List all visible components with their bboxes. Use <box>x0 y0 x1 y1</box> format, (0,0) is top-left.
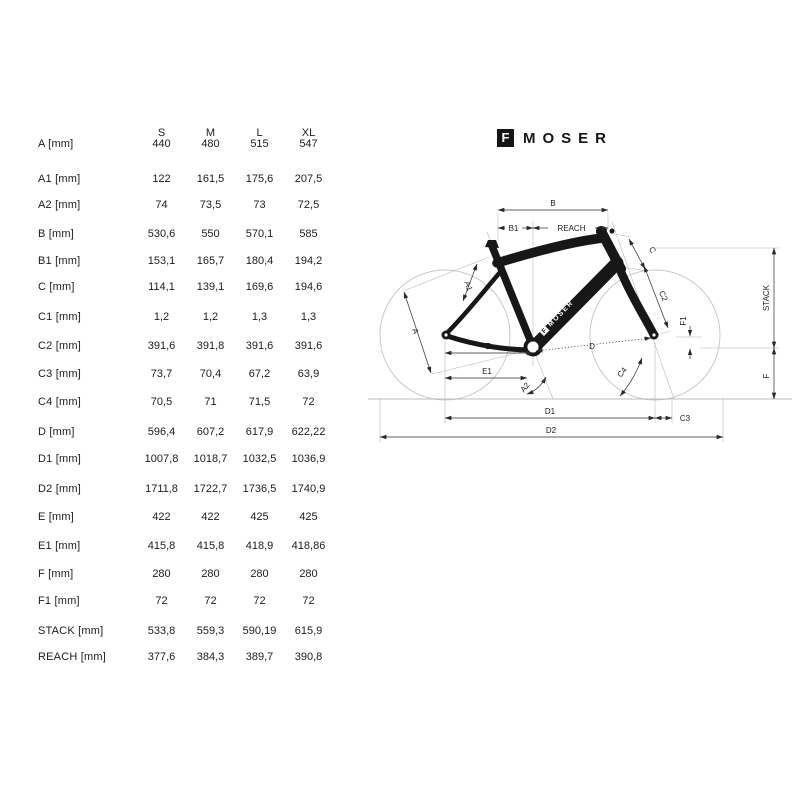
label-D2: D2 <box>545 426 557 435</box>
value-cell: 559,3 <box>196 625 225 637</box>
row-label: STACK [mm] <box>38 625 104 637</box>
value-cell: 530,6 <box>147 228 176 240</box>
bike-frame-illustration <box>442 227 659 357</box>
value-cell: 73,7 <box>150 368 173 380</box>
value-cell: 533,8 <box>147 625 176 637</box>
label-B: B <box>550 199 556 208</box>
value-cell: 389,7 <box>245 651 274 663</box>
label-F1: F1 <box>679 316 688 326</box>
row-label: D2 [mm] <box>38 483 81 495</box>
row-label: C2 [mm] <box>38 340 81 352</box>
value-cell: 161,5 <box>196 173 225 185</box>
value-cell: 390,8 <box>294 651 323 663</box>
label-C2: C2 <box>657 289 670 303</box>
value-cell: 175,6 <box>245 173 274 185</box>
value-cell: 1722,7 <box>193 483 228 495</box>
value-cell: 114,1 <box>148 281 175 293</box>
value-cell: 280 <box>299 568 318 580</box>
value-cell: 194,2 <box>294 255 323 267</box>
frame-decal-name: MOSER <box>546 299 576 329</box>
value-cell: 1736,5 <box>242 483 277 495</box>
value-cell: 622,22 <box>291 426 326 438</box>
value-cell: 67,2 <box>248 368 271 380</box>
value-cell: 480 <box>201 138 220 150</box>
row-label: E1 [mm] <box>38 540 81 552</box>
value-cell: 422 <box>201 511 220 523</box>
label-A1: A1 <box>462 280 475 293</box>
value-cell: 596,4 <box>147 426 176 438</box>
value-cell: 418,9 <box>245 540 274 552</box>
label-C: C <box>646 245 658 255</box>
row-label: B1 [mm] <box>38 255 81 267</box>
value-cell: 1018,7 <box>193 453 228 465</box>
value-cell: 72,5 <box>297 199 320 211</box>
value-cell: 1007,8 <box>144 453 179 465</box>
value-cell: 1036,9 <box>291 453 326 465</box>
value-cell: 1,3 <box>251 311 268 323</box>
size-column-header: M <box>205 127 216 139</box>
size-column-header: S <box>157 127 166 139</box>
value-cell: 71,5 <box>248 396 271 408</box>
value-cell: 391,6 <box>294 340 323 352</box>
label-E1: E1 <box>482 367 492 376</box>
row-label: E [mm] <box>38 511 75 523</box>
value-cell: 615,9 <box>294 625 323 637</box>
value-cell: 165,7 <box>196 255 225 267</box>
value-cell: 617,9 <box>245 426 274 438</box>
brand-logo-name: MOSER <box>523 130 614 147</box>
label-C4: C4 <box>615 365 629 380</box>
value-cell: 72 <box>253 595 266 607</box>
value-cell: 194,6 <box>294 281 323 293</box>
value-cell: 418,86 <box>291 540 326 552</box>
value-cell: 169,6 <box>245 281 274 293</box>
row-label: A1 [mm] <box>38 173 81 185</box>
value-cell: 377,6 <box>147 651 176 663</box>
value-cell: 72 <box>302 396 315 408</box>
value-cell: 280 <box>152 568 171 580</box>
value-cell: 180,4 <box>245 255 274 267</box>
value-cell: 422 <box>152 511 171 523</box>
value-cell: 1,3 <box>300 311 317 323</box>
value-cell: 547 <box>299 138 318 150</box>
row-label: B [mm] <box>38 228 75 240</box>
value-cell: 384,3 <box>196 651 225 663</box>
value-cell: 207,5 <box>294 173 323 185</box>
value-cell: 139,1 <box>196 281 225 293</box>
value-cell: 570,1 <box>245 228 274 240</box>
value-cell: 280 <box>201 568 220 580</box>
label-F: F <box>762 373 771 379</box>
value-cell: 72 <box>204 595 217 607</box>
label-REACH: REACH <box>557 224 586 233</box>
row-label: F [mm] <box>38 568 74 580</box>
value-cell: 122 <box>152 173 171 185</box>
value-cell: 1,2 <box>153 311 170 323</box>
label-C3: C3 <box>679 414 691 423</box>
row-label: C [mm] <box>38 281 75 293</box>
value-cell: 73 <box>253 199 266 211</box>
value-cell: 391,6 <box>245 340 274 352</box>
value-cell: 607,2 <box>196 426 225 438</box>
value-cell: 425 <box>250 511 269 523</box>
row-label: F1 [mm] <box>38 595 80 607</box>
value-cell: 73,5 <box>199 199 222 211</box>
label-D1: D1 <box>544 407 556 416</box>
brand-logo-square-icon: F <box>497 129 514 147</box>
label-A2: A2 <box>518 380 532 395</box>
value-cell: 590,19 <box>242 625 277 637</box>
size-column-header: XL <box>301 127 316 139</box>
row-label: D1 [mm] <box>38 453 81 465</box>
value-cell: 72 <box>302 595 315 607</box>
label-B1: B1 <box>508 224 519 233</box>
value-cell: 280 <box>250 568 269 580</box>
value-cell: 70,5 <box>150 396 173 408</box>
value-cell: 391,8 <box>196 340 225 352</box>
value-cell: 72 <box>155 595 168 607</box>
value-cell: 153,1 <box>147 255 176 267</box>
value-cell: 1,2 <box>202 311 219 323</box>
value-cell: 63,9 <box>297 368 320 380</box>
row-label: C3 [mm] <box>38 368 81 380</box>
value-cell: 1032,5 <box>242 453 277 465</box>
value-cell: 71 <box>204 396 217 408</box>
value-cell: 550 <box>201 228 220 240</box>
row-label: REACH [mm] <box>38 651 106 663</box>
value-cell: 415,8 <box>147 540 176 552</box>
label-STACK: STACK <box>762 284 771 312</box>
value-cell: 74 <box>155 199 168 211</box>
value-cell: 391,6 <box>147 340 176 352</box>
value-cell: 1740,9 <box>291 483 326 495</box>
row-label: C4 [mm] <box>38 396 81 408</box>
label-E: E <box>485 342 491 351</box>
size-column-header: L <box>256 127 263 139</box>
row-label: D [mm] <box>38 426 75 438</box>
row-label: C1 [mm] <box>38 311 81 323</box>
label-A: A <box>410 327 421 336</box>
frame-decal-letter: F <box>540 327 549 335</box>
value-cell: 415,8 <box>196 540 225 552</box>
value-cell: 585 <box>299 228 318 240</box>
value-cell: 440 <box>152 138 171 150</box>
value-cell: 515 <box>250 138 269 150</box>
row-label: A2 [mm] <box>38 199 81 211</box>
label-D: D <box>589 342 595 351</box>
value-cell: 70,4 <box>199 368 222 380</box>
row-label: A [mm] <box>38 138 74 150</box>
value-cell: 1711,8 <box>145 483 178 495</box>
value-cell: 425 <box>299 511 318 523</box>
